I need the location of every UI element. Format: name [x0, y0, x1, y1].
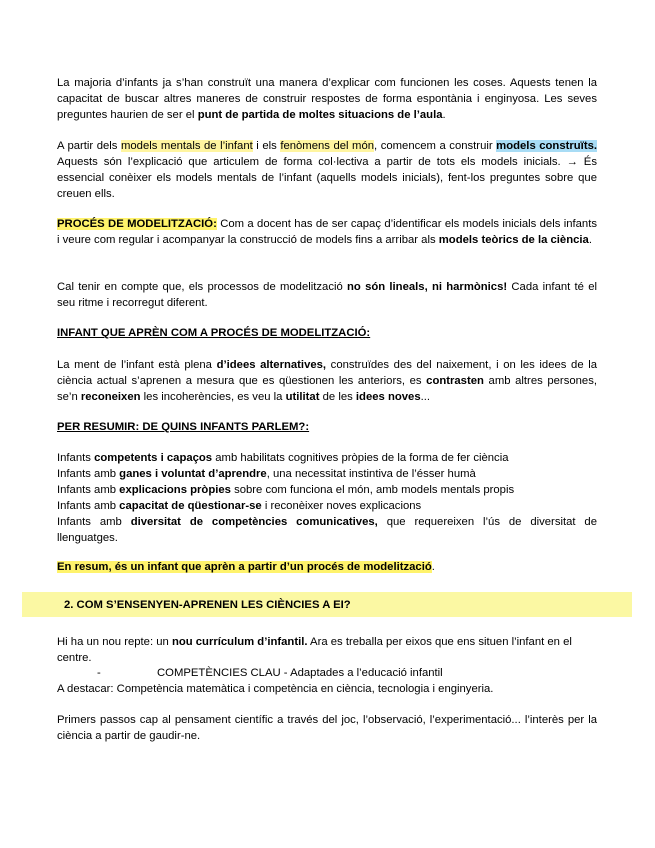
- primers-passos-paragraph: Primers passos cap al pensament científic a través del joc, l’observació, l’experimentació... l’interès per la ciència a partir de gaudir-ne.: [57, 714, 597, 742]
- text-run: Ara es treballa per eixos que ens situen l’infant en el centre.: [57, 636, 572, 664]
- curriculum-paragraph: [57, 634, 597, 666]
- text-run: i els: [252, 140, 281, 152]
- text-run: construïdes des del naixement, i on les idees de la ciència actual s’aprenen a mesura que es qüestionen les anteriors, es: [57, 359, 598, 387]
- bold-run: contrasten: [426, 375, 484, 387]
- text-run: Infants: [57, 452, 95, 464]
- bold-run: models teòrics de la ciència: [438, 234, 589, 246]
- text-run: Cada infant té el seu ritme i recorregut diferent.: [57, 281, 597, 309]
- bold-run: idees noves: [355, 391, 421, 403]
- text-run: , una necessitat instintiva de l’ésser humà: [266, 468, 476, 480]
- highlight-conclusion: En resum, és un infant que aprèn a partir d’un procés de modelització: [57, 561, 432, 573]
- text-run: .: [588, 234, 592, 246]
- bold-run: explicacions pròpies: [119, 484, 231, 496]
- heading-per-resumir: [57, 419, 597, 435]
- text-run: de les: [319, 391, 356, 403]
- destacar-line: A destacar: Competència matemàtica i competència en ciència, tecnologia i enginyeria.: [57, 683, 494, 695]
- list-item: [57, 498, 597, 514]
- intro-paragraph: [57, 75, 597, 123]
- text-run: ...: [420, 391, 431, 403]
- text-run: .: [431, 561, 435, 573]
- text-run: .: [442, 109, 446, 121]
- highlight-models-mentals: models mentals de l’infant: [120, 140, 253, 152]
- ment-infant-paragraph: [57, 357, 597, 405]
- bold-run: nou currículum d’infantil.: [171, 636, 308, 648]
- text-run: que requereixen l’ús de diversitat de llenguatges.: [57, 516, 598, 544]
- text-run: A partir dels: [57, 140, 121, 152]
- text-run: sobre com funciona el món, amb models mentals propis: [230, 484, 515, 496]
- text-run: La majoria d’infants ja s’han construït una manera d’explicar com funcionen les coses. Aquests tenen la capacitat de buscar altres maneres de construir respostes de forma espontània i enginyosa. Les seves preguntes haurien de ser el: [57, 77, 597, 121]
- text-run: les incoherències, es veu la: [140, 391, 286, 403]
- list-item: [57, 450, 597, 466]
- text-run: Infants amb: [57, 468, 120, 480]
- section-2-title: 2. COM S’ENSENYEN-APRENEN LES CIÈNCIES A EI?: [64, 599, 351, 611]
- bold-run: punt de partida de moltes situacions de l’aula: [197, 109, 443, 121]
- text-run: , comencem a construir: [374, 140, 497, 152]
- text-run: Infants amb: [57, 500, 120, 512]
- text-run: La ment de l’infant està plena: [57, 359, 217, 371]
- list-item: [57, 514, 597, 546]
- text-run: Cal tenir en compte que, els processos de modelització: [57, 281, 348, 293]
- text-run: amb habilitats cognitives pròpies de la forma de fer ciència: [212, 452, 509, 464]
- heading-infant-apren: [57, 325, 597, 341]
- highlight-proces-modelitzacio: PROCÉS DE MODELITZACIÓ:: [57, 218, 217, 230]
- bold-run: no són lineals, ni harmònics!: [347, 281, 508, 293]
- bold-run: diversitat de competències comunicatives,: [130, 516, 378, 528]
- bullet-text: COMPETÈNCIES CLAU - Adaptades a l’educació infantil: [157, 667, 443, 679]
- text-run: amb altres persones, se’n: [57, 375, 597, 403]
- text-run: Aquests són l’explicació que articulem de forma col·lectiva a partir de tots els models inicials. → És essencial conèixer els models mentals de l’infant (aquells models inicials), fent-los preguntes sobre que creuen ells.: [57, 156, 597, 200]
- text-run: Infants amb: [57, 484, 120, 496]
- list-item: [57, 466, 597, 482]
- text-run: i reconèixer noves explicacions: [261, 500, 422, 512]
- conclusion-line: [57, 559, 597, 575]
- bold-run: competents i capaços: [94, 452, 213, 464]
- infants-list: [57, 450, 597, 546]
- highlight-fenomens: fenòmens del món: [280, 140, 375, 152]
- text-run: Infants amb: [57, 516, 131, 528]
- bullet-dash: -: [97, 667, 101, 679]
- heading-text: INFANT QUE APRÈN COM A PROCÉS DE MODELITZACIÓ:: [57, 327, 371, 339]
- heading-text: PER RESUMIR: DE QUINS INFANTS PARLEM?:: [57, 421, 310, 433]
- text-run: Hi ha un nou repte: un: [57, 636, 172, 648]
- modelitzacio-paragraph: [57, 216, 597, 248]
- highlight-models-construits: models construïts.: [496, 140, 598, 152]
- lineal-paragraph: [57, 279, 597, 311]
- list-item: [57, 482, 597, 498]
- bold-run: capacitat de qüestionar-se: [119, 500, 262, 512]
- bold-run: d’idees alternatives,: [216, 359, 327, 371]
- bold-run: utilitat: [285, 391, 320, 403]
- competencies-bullet: [57, 665, 617, 681]
- text-run: Com a docent has de ser capaç d’identificar els models inicials dels infants i veure com regular i acompanyar la construcció de models fins a arribar als: [57, 218, 597, 246]
- bold-run: ganes i voluntat d’aprendre: [119, 468, 267, 480]
- models-paragraph: [57, 138, 597, 202]
- bold-run: reconeixen: [80, 391, 141, 403]
